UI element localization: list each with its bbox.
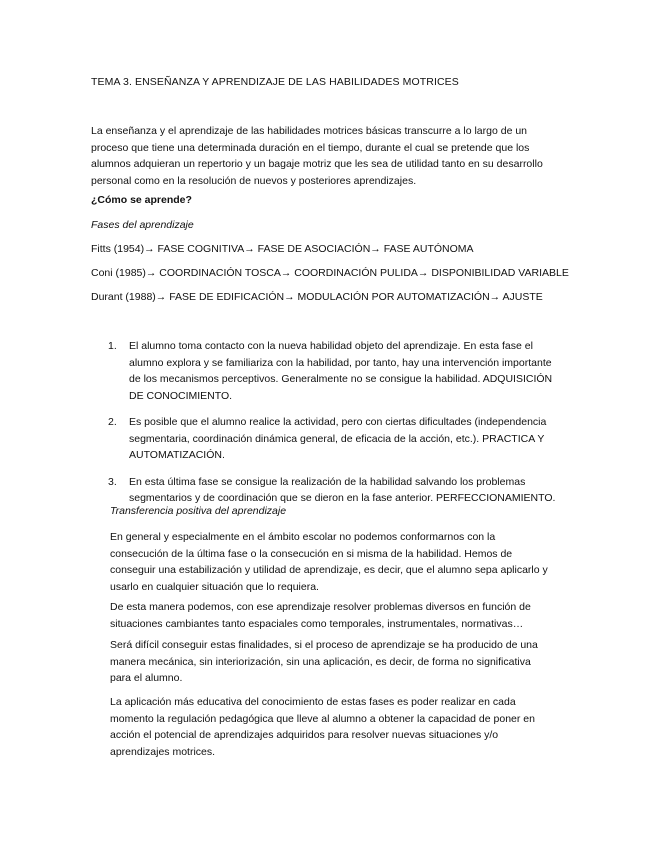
list-item-text: Es posible que el alumno realice la actividad, pero con ciertas dificultades (independencia segmentaria, coordinación dinámica general, de eficacia de la acción, etc.). PRACTICA Y AUTOMATIZACIÓN. — [129, 416, 547, 461]
transfer-heading: Transferencia positiva del aprendizaje — [110, 505, 287, 517]
paragraph-4 — [110, 694, 550, 760]
author-line-durant: Durant (1988)→ FASE DE EDIFICACIÓN→ MODULACIÓN POR AUTOMATIZACIÓN→ AJUSTE — [91, 291, 543, 303]
author-line-coni: Coni (1985)→ COORDINACIÓN TOSCA→ COORDINACIÓN PULIDA→ DISPONIBILIDAD VARIABLE — [91, 267, 569, 279]
list-item — [108, 414, 560, 464]
paragraph-2 — [110, 599, 550, 632]
document-title: TEMA 3. ENSEÑANZA Y APRENDIZAJE DE LAS HABILIDADES MOTRICES — [91, 76, 459, 88]
list-item-number: 1. — [108, 340, 117, 352]
list-item — [108, 474, 560, 507]
list-item — [108, 338, 560, 404]
list-item-text: En esta última fase se consigue la realización de la habilidad salvando los problemas segmentarios y de coordinación que se dieron en la fase anterior. PERFECCIONAMIENTO. — [129, 475, 556, 504]
section-question: ¿Cómo se aprende? — [91, 194, 192, 206]
paragraph-3 — [110, 637, 550, 687]
author-line-fitts: Fitts (1954)→ FASE COGNITIVA→ FASE DE ASOCIACIÓN→ FASE AUTÓNOMA — [91, 243, 474, 255]
list-item-text: El alumno toma contacto con la nueva habilidad objeto del aprendizaje. En esta fase el alumno explora y se familiariza con la habilidad, por tanto, hay una intervención importante de los mecanismos perceptivos. Generalmente no se consigue la habilidad. ADQUISICIÓN DE CONOCIMIENTO. — [129, 340, 553, 402]
list-item-number: 3. — [108, 475, 117, 488]
paragraph-text: De esta manera podemos, con ese aprendizaje resolver problemas diversos en función de situaciones cambiantes tanto espaciales como temporales, instrumentales, normativas… — [110, 601, 531, 630]
paragraph-1 — [110, 529, 550, 595]
intro-paragraph — [91, 123, 561, 189]
paragraph-text: Será difícil conseguir estas finalidades, si el proceso de aprendizaje se ha producido de una manera mecánica, sin interiorización, sin una aplicación, es decir, de forma no significativa para el alumno. — [110, 639, 538, 684]
paragraph-text: En general y especialmente en el ámbito escolar no podemos conformarnos con la consecución de la última fase o la consecución en si misma de la habilidad. Hemos de conseguir una estabilización y utilidad de aprendizaje, es decir, que el alumno sepa aplicarlo y usarlo en cualquier situación que lo requiera. — [110, 531, 548, 593]
paragraph-text: La aplicación más educativa del conocimiento de estas fases es poder realizar en cada momento la regulación pedagógica que lleve al alumno a obtener la capacidad de poner en acción el potencial de aprendizajes adquiridos para resolver nuevas situaciones y/o aprendizajes motrices. — [110, 696, 535, 758]
phases-list — [108, 338, 560, 517]
phases-heading: Fases del aprendizaje — [91, 219, 194, 231]
list-item-number: 2. — [108, 416, 117, 428]
intro-text: La enseñanza y el aprendizaje de las habilidades motrices básicas transcurre a lo largo de un proceso que tiene una determinada duración en el tiempo, durante el cual se pretende que los alumnos adquieran un repertorio y un bagaje motriz que les sea de utilidad tanto en su desarrollo personal como en la resolución de nuevos y posteriores aprendizajes. — [91, 125, 543, 187]
